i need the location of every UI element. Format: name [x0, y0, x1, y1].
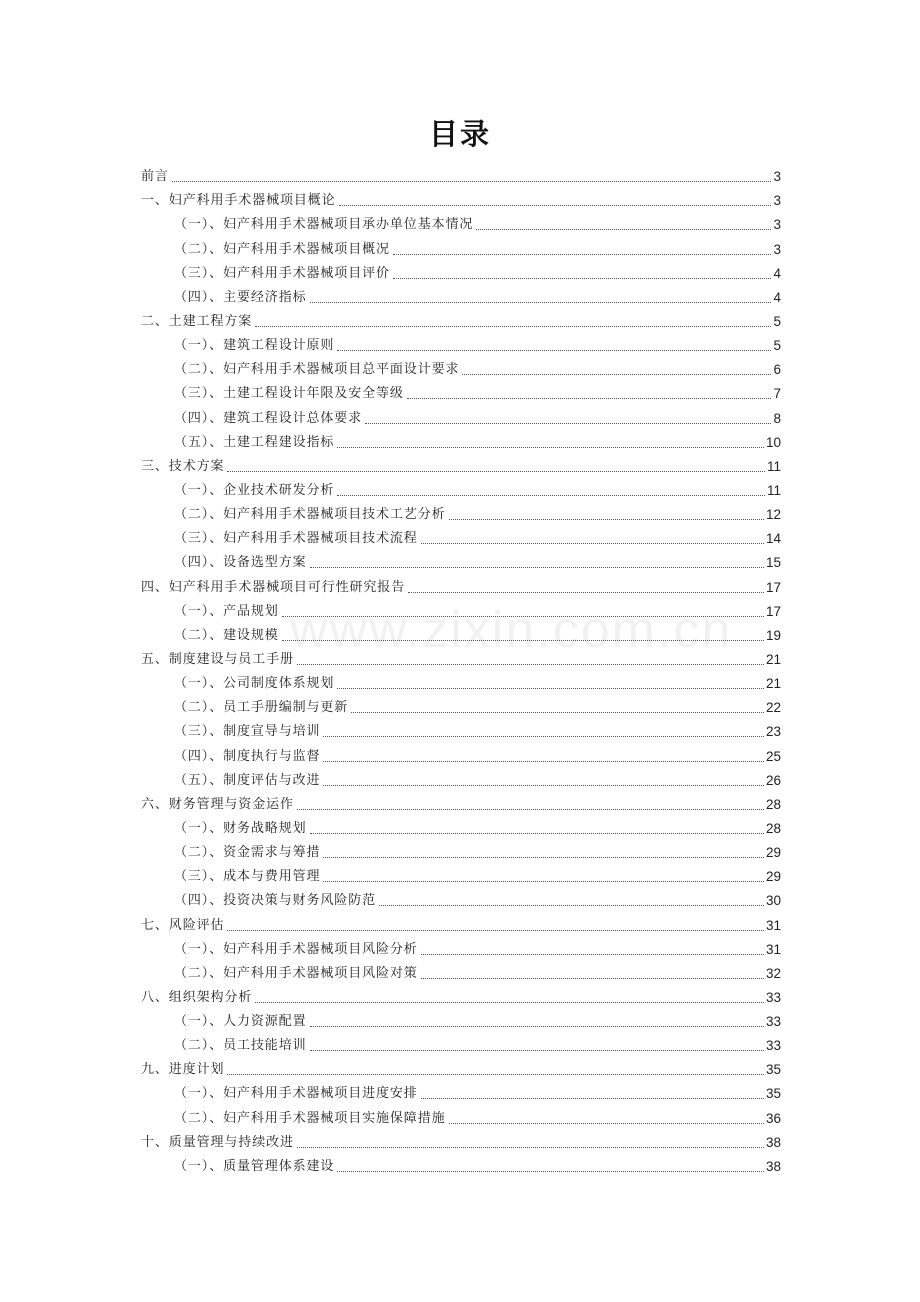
- toc-entry-label: （三）、制度宣导与培训: [174, 724, 321, 740]
- toc-section-entry[interactable]: [141, 548, 781, 572]
- toc-page-number: 26: [765, 772, 781, 788]
- toc-section-entry[interactable]: [141, 1103, 781, 1127]
- toc-section-entry[interactable]: [141, 524, 781, 548]
- toc-dot-leader: [337, 350, 771, 351]
- toc-page-number: 35: [765, 1062, 781, 1078]
- toc-dot-leader: [337, 1171, 764, 1172]
- toc-section-entry[interactable]: [141, 1031, 781, 1055]
- toc-entry-label: （二）、妇产科用手术器械项目概况: [174, 241, 390, 257]
- toc-dot-leader: [282, 640, 764, 641]
- toc-dot-leader: [310, 302, 772, 303]
- toc-entry-label: 十、质量管理与持续改进: [141, 1134, 294, 1150]
- toc-dot-leader: [339, 205, 772, 206]
- toc-page-number: 3: [773, 169, 781, 185]
- toc-page-number: 30: [765, 893, 781, 909]
- toc-entry-label: （一）、产品规划: [174, 603, 279, 619]
- toc-entry-label: （三）、妇产科用手术器械项目评价: [174, 265, 390, 281]
- toc-chapter-entry[interactable]: [141, 572, 781, 596]
- toc-section-entry[interactable]: [141, 597, 781, 621]
- toc-section-entry[interactable]: [141, 283, 781, 307]
- toc-page-number: 6: [773, 362, 781, 378]
- toc-page-number: 17: [765, 579, 781, 595]
- toc-dot-leader: [323, 857, 764, 858]
- toc-page-number: 3: [773, 193, 781, 209]
- toc-dot-leader: [310, 1050, 764, 1051]
- table-of-contents: [141, 162, 781, 1176]
- toc-dot-leader: [172, 181, 772, 182]
- toc-section-entry[interactable]: [141, 1152, 781, 1176]
- toc-section-entry[interactable]: [141, 621, 781, 645]
- toc-dot-leader: [393, 278, 772, 279]
- toc-dot-leader: [421, 954, 764, 955]
- toc-page-number: 29: [765, 845, 781, 861]
- toc-dot-leader: [310, 833, 764, 834]
- toc-entry-label: （二）、妇产科用手术器械项目技术工艺分析: [174, 507, 446, 523]
- toc-section-entry[interactable]: [141, 886, 781, 910]
- toc-section-entry[interactable]: [141, 717, 781, 741]
- toc-chapter-entry[interactable]: [141, 1055, 781, 1079]
- toc-section-entry[interactable]: [141, 259, 781, 283]
- toc-dot-leader: [421, 978, 764, 979]
- toc-entry-label: （二）、建设规模: [174, 627, 279, 643]
- toc-dot-leader: [449, 519, 764, 520]
- toc-page-number: 35: [765, 1086, 781, 1102]
- toc-entry-label: （五）、土建工程建设指标: [174, 434, 335, 450]
- toc-page-number: 4: [773, 289, 781, 305]
- toc-dot-leader: [379, 905, 764, 906]
- toc-page-number: 8: [773, 410, 781, 426]
- toc-section-entry[interactable]: [141, 331, 781, 355]
- toc-entry-label: 九、进度计划: [141, 1062, 225, 1078]
- toc-dot-leader: [407, 398, 772, 399]
- toc-page-number: 33: [765, 989, 781, 1005]
- toc-page-number: 7: [773, 386, 781, 402]
- toc-section-entry[interactable]: [141, 693, 781, 717]
- toc-chapter-entry[interactable]: [141, 307, 781, 331]
- toc-dot-leader: [297, 1147, 764, 1148]
- toc-chapter-entry[interactable]: [141, 452, 781, 476]
- toc-page-number: 28: [765, 820, 781, 836]
- toc-page-number: 21: [765, 651, 781, 667]
- toc-page-number: 14: [765, 531, 781, 547]
- toc-section-entry[interactable]: [141, 500, 781, 524]
- toc-entry-label: （三）、妇产科用手术器械项目技术流程: [174, 531, 418, 547]
- toc-chapter-entry[interactable]: [141, 162, 781, 186]
- toc-entry-label: （四）、设备选型方案: [174, 555, 307, 571]
- toc-entry-label: （二）、妇产科用手术器械项目总平面设计要求: [174, 362, 460, 378]
- toc-dot-leader: [297, 664, 764, 665]
- toc-dot-leader: [337, 495, 765, 496]
- toc-entry-label: 二、土建工程方案: [141, 313, 253, 329]
- toc-dot-leader: [337, 447, 764, 448]
- toc-section-entry[interactable]: [141, 838, 781, 862]
- toc-entry-label: （一）、建筑工程设计原则: [174, 338, 335, 354]
- toc-entry-label: （四）、制度执行与监督: [174, 748, 321, 764]
- toc-page-number: 33: [765, 1038, 781, 1054]
- toc-page-number: 17: [765, 603, 781, 619]
- toc-dot-leader: [393, 254, 772, 255]
- toc-dot-leader: [365, 423, 771, 424]
- toc-entry-label: （二）、员工技能培训: [174, 1038, 307, 1054]
- toc-chapter-entry[interactable]: [141, 790, 781, 814]
- toc-page-number: 38: [765, 1158, 781, 1174]
- toc-entry-label: 四、妇产科用手术器械项目可行性研究报告: [141, 579, 406, 595]
- toc-section-entry[interactable]: [141, 1007, 781, 1031]
- toc-chapter-entry[interactable]: [141, 186, 781, 210]
- toc-entry-label: （三）、成本与费用管理: [174, 869, 321, 885]
- toc-page-number: 12: [765, 507, 781, 523]
- toc-dot-leader: [297, 809, 764, 810]
- toc-section-entry[interactable]: [141, 210, 781, 234]
- toc-page-number: 15: [765, 555, 781, 571]
- toc-page-number: 22: [765, 700, 781, 716]
- toc-page-number: 4: [773, 265, 781, 281]
- toc-entry-label: （二）、资金需求与筹措: [174, 845, 321, 861]
- toc-dot-leader: [421, 543, 764, 544]
- toc-page-number: 33: [765, 1014, 781, 1030]
- toc-page-number: 36: [765, 1110, 781, 1126]
- toc-section-entry[interactable]: [141, 959, 781, 983]
- toc-entry-label: 六、财务管理与资金运作: [141, 796, 294, 812]
- toc-section-entry[interactable]: [141, 403, 781, 427]
- toc-dot-leader: [323, 761, 764, 762]
- toc-entry-label: （五）、制度评估与改进: [174, 772, 321, 788]
- toc-entry-label: 八、组织架构分析: [141, 989, 253, 1005]
- toc-dot-leader: [310, 1026, 764, 1027]
- toc-page-number: 5: [773, 313, 781, 329]
- toc-dot-leader: [323, 881, 764, 882]
- toc-entry-label: （三）、土建工程设计年限及安全等级: [174, 386, 404, 402]
- toc-entry-label: 七、风险评估: [141, 917, 225, 933]
- toc-entry-label: （一）、妇产科用手术器械项目风险分析: [174, 941, 418, 957]
- toc-dot-leader: [227, 1074, 764, 1075]
- toc-entry-label: 一、妇产科用手术器械项目概论: [141, 193, 336, 209]
- toc-page-number: 11: [766, 482, 781, 498]
- toc-section-entry[interactable]: [141, 355, 781, 379]
- toc-chapter-entry[interactable]: [141, 645, 781, 669]
- toc-entry-label: 三、技术方案: [141, 458, 225, 474]
- toc-dot-leader: [227, 930, 764, 931]
- toc-entry-label: （二）、妇产科用手术器械项目风险对策: [174, 965, 418, 981]
- toc-section-entry[interactable]: [141, 1079, 781, 1103]
- toc-chapter-entry[interactable]: [141, 910, 781, 934]
- toc-dot-leader: [421, 1098, 764, 1099]
- toc-entry-label: （一）、财务战略规划: [174, 820, 307, 836]
- toc-page-number: 38: [765, 1134, 781, 1150]
- toc-entry-label: （一）、人力资源配置: [174, 1014, 307, 1030]
- toc-section-entry[interactable]: [141, 234, 781, 258]
- toc-entry-label: （四）、主要经济指标: [174, 289, 307, 305]
- toc-dot-leader: [462, 374, 771, 375]
- toc-section-entry[interactable]: [141, 669, 781, 693]
- toc-dot-leader: [351, 712, 764, 713]
- toc-section-entry[interactable]: [141, 428, 781, 452]
- toc-entry-label: （二）、妇产科用手术器械项目实施保障措施: [174, 1110, 446, 1126]
- toc-dot-leader: [255, 326, 771, 327]
- toc-entry-label: （四）、投资决策与财务风险防范: [174, 893, 377, 909]
- toc-page-number: 11: [766, 458, 781, 474]
- toc-section-entry[interactable]: [141, 862, 781, 886]
- toc-page-number: 3: [773, 217, 781, 233]
- toc-section-entry[interactable]: [141, 814, 781, 838]
- toc-entry-label: 五、制度建设与员工手册: [141, 651, 294, 667]
- toc-section-entry[interactable]: [141, 379, 781, 403]
- toc-page-number: 32: [765, 965, 781, 981]
- toc-page-number: 28: [765, 796, 781, 812]
- toc-chapter-entry[interactable]: [141, 1128, 781, 1152]
- toc-page-number: 23: [765, 724, 781, 740]
- watermark: www.zixin.com.cn: [290, 601, 733, 659]
- toc-entry-label: （一）、公司制度体系规划: [174, 676, 335, 692]
- toc-page-number: 29: [765, 869, 781, 885]
- toc-section-entry[interactable]: [141, 476, 781, 500]
- toc-dot-leader: [476, 229, 771, 230]
- toc-page-number: 19: [765, 627, 781, 643]
- toc-page-number: 10: [765, 434, 781, 450]
- toc-dot-leader: [323, 785, 764, 786]
- toc-entry-label: （四）、建筑工程设计总体要求: [174, 410, 363, 426]
- toc-dot-leader: [310, 567, 764, 568]
- toc-chapter-entry[interactable]: [141, 983, 781, 1007]
- toc-dot-leader: [282, 616, 764, 617]
- toc-dot-leader: [449, 1123, 764, 1124]
- toc-section-entry[interactable]: [141, 766, 781, 790]
- toc-page-number: 21: [765, 676, 781, 692]
- toc-page-number: 31: [765, 941, 781, 957]
- toc-entry-label: 前言: [141, 169, 169, 185]
- toc-dot-leader: [323, 736, 764, 737]
- toc-entry-label: （一）、妇产科用手术器械项目进度安排: [174, 1086, 418, 1102]
- toc-dot-leader: [255, 1002, 764, 1003]
- page-title: 目录: [428, 117, 491, 151]
- toc-entry-label: （一）、妇产科用手术器械项目承办单位基本情况: [174, 217, 474, 233]
- toc-page-number: 31: [765, 917, 781, 933]
- toc-page-number: 25: [765, 748, 781, 764]
- toc-dot-leader: [408, 592, 764, 593]
- toc-entry-label: （一）、企业技术研发分析: [174, 482, 335, 498]
- toc-section-entry[interactable]: [141, 935, 781, 959]
- toc-page-number: 3: [773, 241, 781, 257]
- toc-section-entry[interactable]: [141, 741, 781, 765]
- toc-dot-leader: [227, 471, 765, 472]
- toc-entry-label: （二）、员工手册编制与更新: [174, 700, 349, 716]
- toc-page-number: 5: [773, 338, 781, 354]
- toc-dot-leader: [337, 688, 764, 689]
- toc-entry-label: （一）、质量管理体系建设: [174, 1158, 335, 1174]
